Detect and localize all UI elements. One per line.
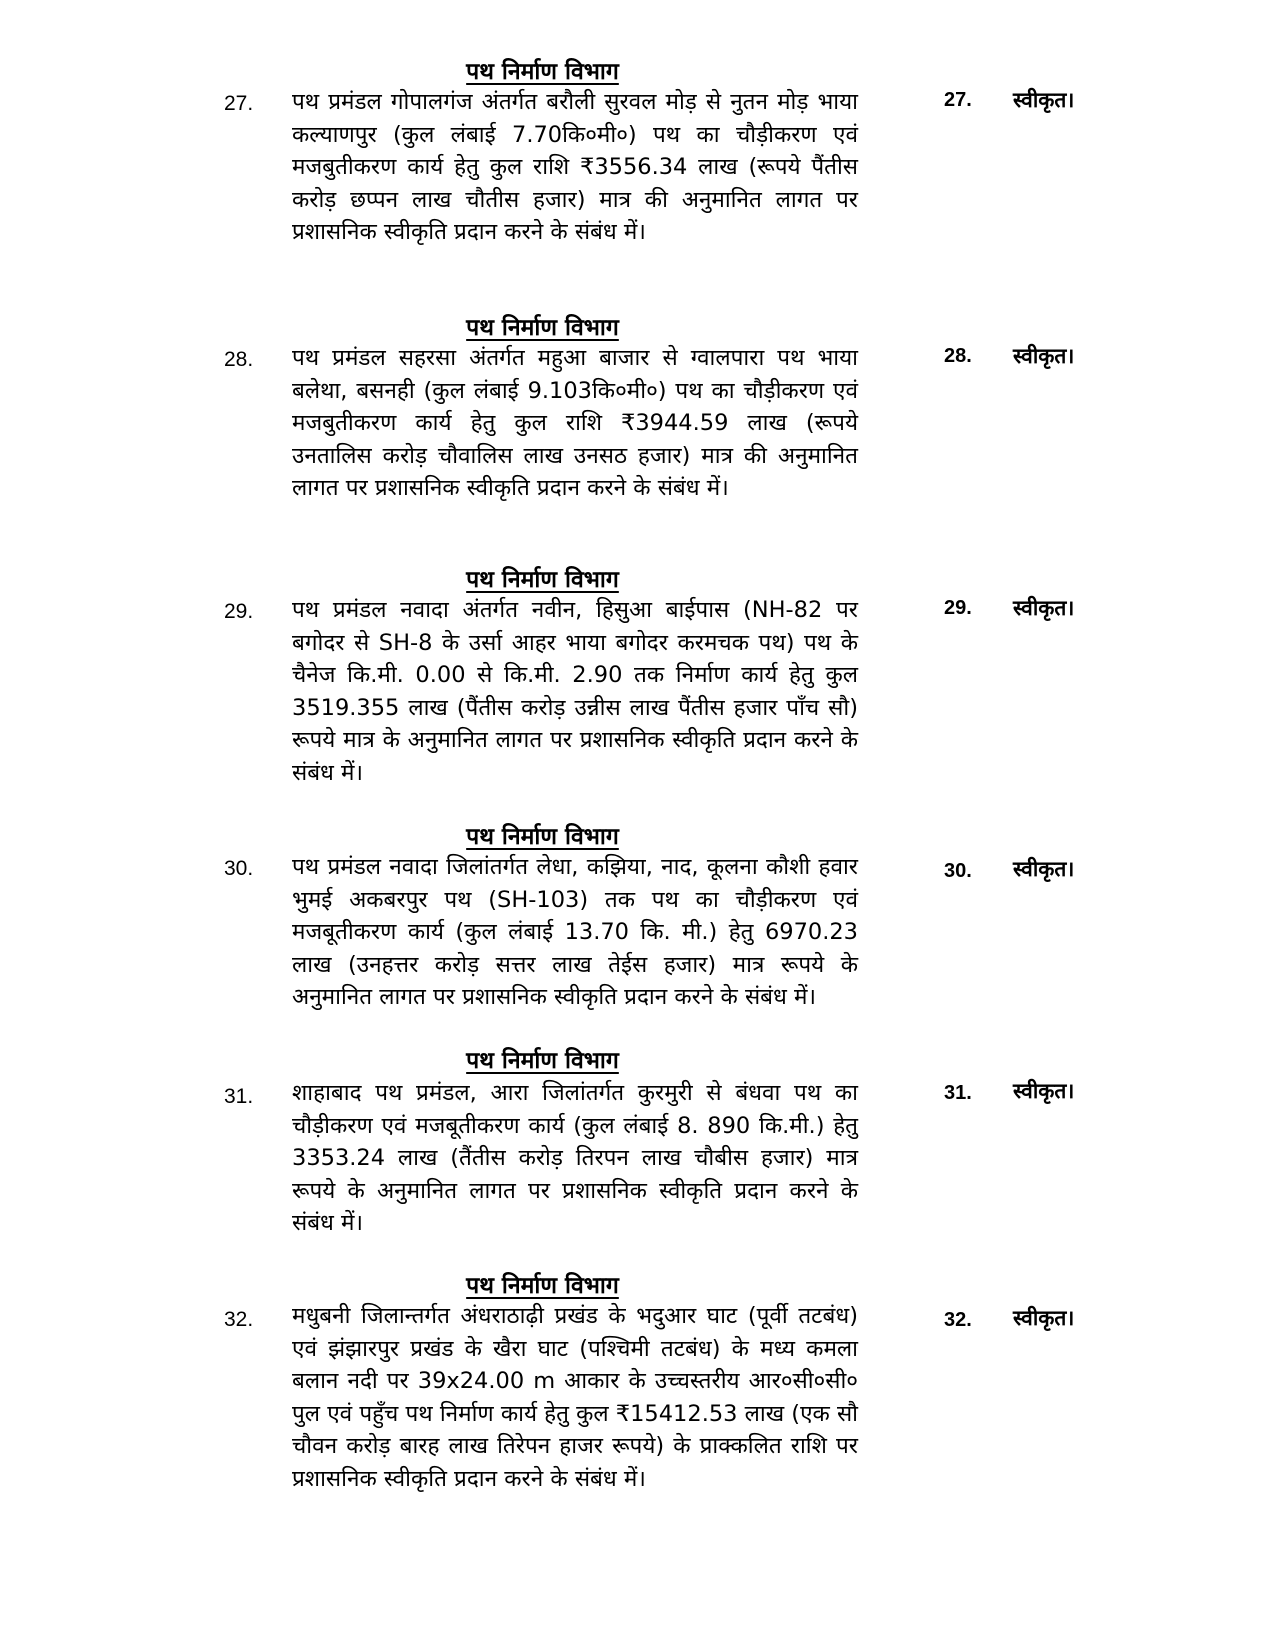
item-number: 27. (224, 92, 254, 115)
decision-status: स्वीकृत। (1013, 88, 1075, 112)
item-description: शाहाबाद पथ प्रमंडल, आरा जिलांतर्गत कुरमुरी से बंधवा पथ का चौड़ीकरण एवं मजबूतीकरण कार्य (कुल लंबाई 8. 890 कि.मी.) हेतु 3353.24 लाख (तैंतीस करोड़ तिरपन लाख चौबीस हजार) मात्र रूपये के अनुमानित लागत पर प्रशासनिक स्वीकृति प्रदान करने के संबंध में। (292, 1080, 858, 1236)
decision-status: स्वीकृत। (1013, 1306, 1075, 1330)
decision-status: स्वीकृत। (1013, 596, 1075, 620)
department-heading: पथ निर्माण विभाग (466, 59, 619, 85)
item-description: पथ प्रमंडल नवादा अंतर्गत नवीन, हिसुआ बाईपास (NH-82 पर बगोदर से SH-8 के उर्सा आहर भाया बगोदर करमचक पथ) पथ के चैनेज कि.मी. 0.00 से कि.मी. 2.90 तक निर्माण कार्य हेतु कुल 3519.355 लाख (पैंतीस करोड़ उन्नीस लाख पैंतीस हजार पाँच सौ) रूपये मात्र के अनुमानित लागत पर प्रशासनिक स्वीकृति प्रदान करने के संबंध में। (292, 597, 859, 786)
decision-status: स्वीकृत। (1013, 344, 1075, 368)
decision-status: स्वीकृत। (1013, 1079, 1075, 1103)
decision-number: 27. (944, 89, 972, 111)
department-heading: पथ निर्माण विभाग (466, 824, 619, 850)
decision-number: 30. (944, 860, 972, 882)
item-description: पथ प्रमंडल गोपालगंज अंतर्गत बरौली सुरवल मोड़ से नुतन मोड़ भाया कल्याणपुर (कुल लंबाई 7.70कि०मी०) पथ का चौड़ीकरण एवं मजबुतीकरण कार्य हेतु कुल राशि ₹3556.34 लाख (रूपये पैंतीस करोड़ छप्पन लाख चौतीस हजार) मात्र की अनुमानित लागत पर प्रशासनिक स्वीकृति प्रदान करने के संबंध में। (292, 89, 858, 245)
decision-number: 31. (944, 1082, 972, 1104)
item-number: 29. (224, 600, 254, 623)
department-heading: पथ निर्माण विभाग (466, 1273, 619, 1299)
item-description: पथ प्रमंडल सहरसा अंतर्गत महुआ बाजार से ग्वालपारा पथ भाया बलेथा, बसनही (कुल लंबाई 9.103कि०मी०) पथ का चौड़ीकरण एवं मजबुतीकरण कार्य हेतु कुल राशि ₹3944.59 लाख (रूपये उनतालिस करोड़ चौवालिस लाख उनसठ हजार) मात्र की अनुमानित लागत पर प्रशासनिक स्वीकृति प्रदान करने के संबंध में। (292, 345, 858, 501)
decision-status: स्वीकृत। (1013, 857, 1075, 881)
decision-number: 28. (944, 345, 972, 367)
decision-number: 29. (944, 597, 972, 619)
item-number: 28. (224, 348, 254, 371)
item-description: पथ प्रमंडल नवादा जिलांतर्गत लेधा, कझिया, नाद, कूलना कौशी हवार भुमई अकबरपुर पथ (SH-103) तक पथ का चौड़ीकरण एवं मजबूतीकरण कार्य (कुल लंबाई 13.70 कि. मी.) हेतु 6970.23 लाख (उनहत्तर करोड़ सत्तर लाख तेईस हजार) मात्र रूपये के अनुमानित लागत पर प्रशासनिक स्वीकृति प्रदान करने के संबंध में। (292, 854, 858, 1010)
department-heading: पथ निर्माण विभाग (466, 567, 619, 593)
decision-number: 32. (944, 1309, 972, 1331)
department-heading: पथ निर्माण विभाग (466, 315, 619, 341)
department-heading: पथ निर्माण विभाग (466, 1048, 619, 1074)
item-number: 32. (224, 1308, 254, 1331)
item-description: मधुबनी जिलान्तर्गत अंधराठाढ़ी प्रखंड के भदुआर घाट (पूर्वी तटबंध) एवं झंझारपुर प्रखंड के खैरा घाट (पश्चिमी तटबंध) के मध्य कमला बलान नदी पर 39x24.00 m आकार के उच्चस्तरीय आर०सी०सी० पुल एवं पहुँच पथ निर्माण कार्य हेतु कुल ₹15412.53 लाख (एक सौ चौवन करोड़ बारह लाख तिरेपन हाजर रूपये) के प्राक्कलित राशि पर प्रशासनिक स्वीकृति प्रदान करने के संबंध में। (292, 1303, 858, 1492)
item-number: 30. (224, 857, 254, 880)
item-number: 31. (224, 1085, 254, 1108)
